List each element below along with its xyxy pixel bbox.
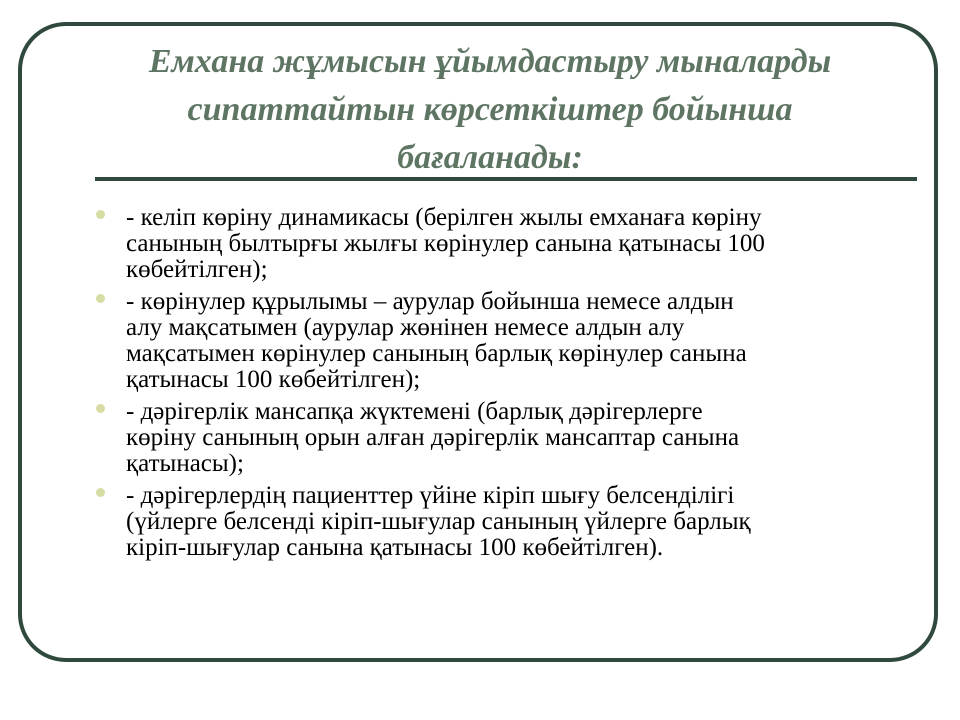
bullet-item-visit-structure <box>92 289 912 393</box>
bullet-line: - көрінулер құрылымы – аурулар бойынша немесе алдын <box>126 288 734 315</box>
bullet-line: (үйлерге белсенді кіріп-шығулар санының үйлерге барлық <box>126 508 751 535</box>
bullet-line: мақсатымен көрінулер санының барлық көрінулер санына <box>126 340 747 367</box>
bullet-line: алу мақсатымен (аурулар жөнінен немесе алдын алу <box>126 314 685 341</box>
bullet-line: санының былтырғы жылғы көрінулер санына қатынасы 100 <box>126 230 765 257</box>
bullet-dot-icon <box>96 294 105 303</box>
bullet-line: кіріп-шығулар санына қатынасы 100 көбейтілген). <box>126 534 664 561</box>
bullet-item-doctor-workload <box>92 399 912 477</box>
bullet-line: қатынасы 100 көбейтілген); <box>126 366 421 393</box>
bullet-line: - дәрігерлік мансапқа жүктемені (барлық дәрігерлерге <box>126 398 703 425</box>
bullet-line: көбейтілген); <box>126 256 268 283</box>
title-line: бағаланады: <box>397 139 583 176</box>
bullet-line: қатынасы); <box>126 450 244 477</box>
title-line: сипаттайтын көрсеткіштер бойынша <box>187 91 793 128</box>
bullet-line: - келіп көріну динамикасы (берілген жылы емханаға көріну <box>126 204 762 231</box>
title-line: Емхана жұмысын ұйымдастыру мыналарды <box>148 43 832 80</box>
bullet-item-home-visits <box>92 483 912 561</box>
bullet-dot-icon <box>96 404 105 413</box>
bullet-dot-icon <box>96 488 105 497</box>
bullet-item-visit-dynamics <box>92 205 912 283</box>
bullet-dot-icon <box>96 210 105 219</box>
bullet-list <box>92 205 912 567</box>
title-divider <box>95 177 917 181</box>
bullet-line: - дәрігерлердің пациенттер үйіне кіріп шығу белсенділігі <box>126 482 735 509</box>
slide-title <box>80 38 900 182</box>
bullet-line: көріну санының орын алған дәрігерлік мансаптар санына <box>126 424 740 451</box>
